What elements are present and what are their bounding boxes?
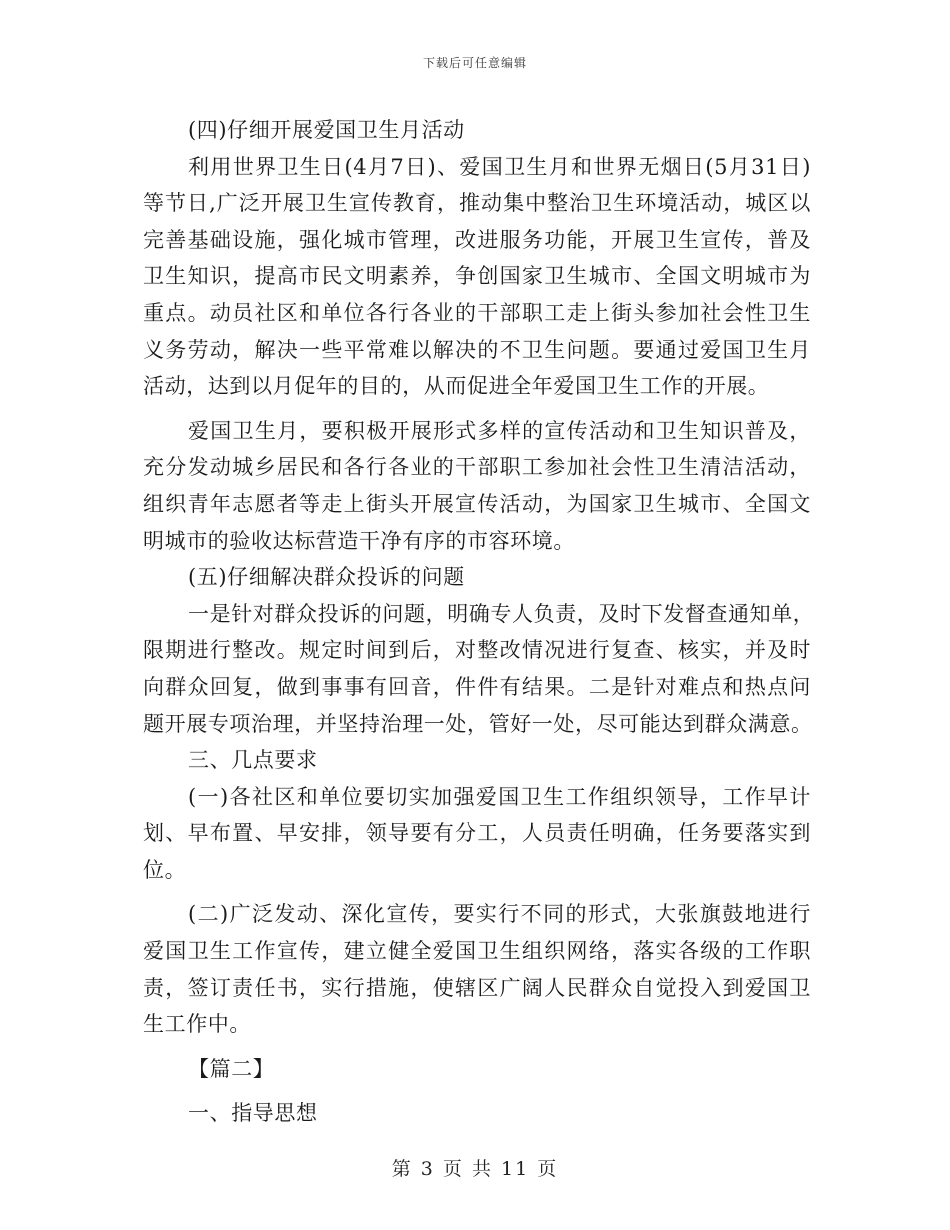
paragraph-line: 爱国卫生工作宣传，建立健全爱国卫生组织网络，落实各级的工作职 xyxy=(143,939,811,964)
paragraph-requirement-1 xyxy=(143,779,811,889)
paragraph-line: 爱国卫生月，要积极开展形式多样的宣传活动和卫生知识普及， xyxy=(188,418,811,443)
paragraph-line: 组织青年志愿者等走上街头开展宣传活动，为国家卫生城市、全国文 xyxy=(143,491,811,516)
paragraph-line: 题开展专项治理，并坚持治理一处，管好一处，尽可能达到群众满意。 xyxy=(143,711,813,736)
paragraph-line: 重点。动员社区和单位各行各业的干部职工走上街头参加社会性卫生 xyxy=(143,300,811,325)
paragraph-line: (二)广泛发动、深化宣传，要实行不同的形式，大张旗鼓地进行 xyxy=(188,902,811,927)
section-heading-requirements: 三、几点要求 xyxy=(188,748,318,773)
paragraph-line: 一是针对群众投诉的问题，明确专人负责，及时下发督查通知单， xyxy=(188,601,815,626)
paragraph-line: 限期进行整改。规定时间到后，对整改情况进行复查、核实，并及时 xyxy=(143,638,811,663)
paragraph-line: 义务劳动，解决一些平常难以解决的不卫生问题。要通过爱国卫生月 xyxy=(143,337,811,362)
paragraph-line: (一)各社区和单位要切实加强爱国卫生工作组织领导，工作早计 xyxy=(188,784,811,809)
section-heading-guiding-ideology: 一、指导思想 xyxy=(188,1101,318,1126)
paragraph-line: 卫生知识，提高市民文明素养，争创国家卫生城市、全国文明城市为 xyxy=(143,264,811,289)
section-heading-5: (五)仔细解决群众投诉的问题 xyxy=(188,565,465,590)
paragraph-line: 充分发动城乡居民和各行各业的干部职工参加社会性卫生清洁活动， xyxy=(143,455,811,480)
page-header: 下载后可任意编辑 xyxy=(422,56,527,70)
paragraph-complaints xyxy=(143,596,815,742)
chapter-heading: 【篇二】 xyxy=(188,1056,275,1081)
section-heading-4: (四)仔细开展爱国卫生月活动 xyxy=(188,118,465,142)
paragraph-line: 明城市的验收达标营造干净有序的市容环境。 xyxy=(143,528,575,553)
paragraph-line: 划、早布置、早安排，领导要有分工，人员责任明确，任务要落实到 xyxy=(143,821,811,846)
paragraph-line: 利用世界卫生日(4月7日)、爱国卫生月和世界无烟日(5月31日) xyxy=(188,154,811,179)
page-number: 第 3 页 共 11 页 xyxy=(391,1158,559,1180)
paragraph-requirement-2 xyxy=(143,896,811,1042)
paragraph-line: 位。 xyxy=(143,857,187,882)
paragraph-line: 活动，达到以月促年的目的，从而促进全年爱国卫生工作的开展。 xyxy=(143,374,770,399)
paragraph-line: 向群众回复，做到事事有回音，件件有结果。二是针对难点和热点问 xyxy=(143,674,811,699)
paragraph-line: 等节日,广泛开展卫生宣传教育，推动集中整治卫生环境活动，城区以 xyxy=(143,191,811,216)
paragraph-health-month xyxy=(143,413,811,559)
paragraph-world-health-day xyxy=(143,149,811,405)
paragraph-line: 生工作中。 xyxy=(143,1012,251,1037)
paragraph-line: 完善基础设施，强化城市管理，改进服务功能，开展卫生宣传，普及 xyxy=(143,227,811,252)
paragraph-line: 责，签订责任书，实行措施，使辖区广阔人民群众自觉投入到爱国卫 xyxy=(143,975,811,1000)
document-body xyxy=(143,112,815,1132)
